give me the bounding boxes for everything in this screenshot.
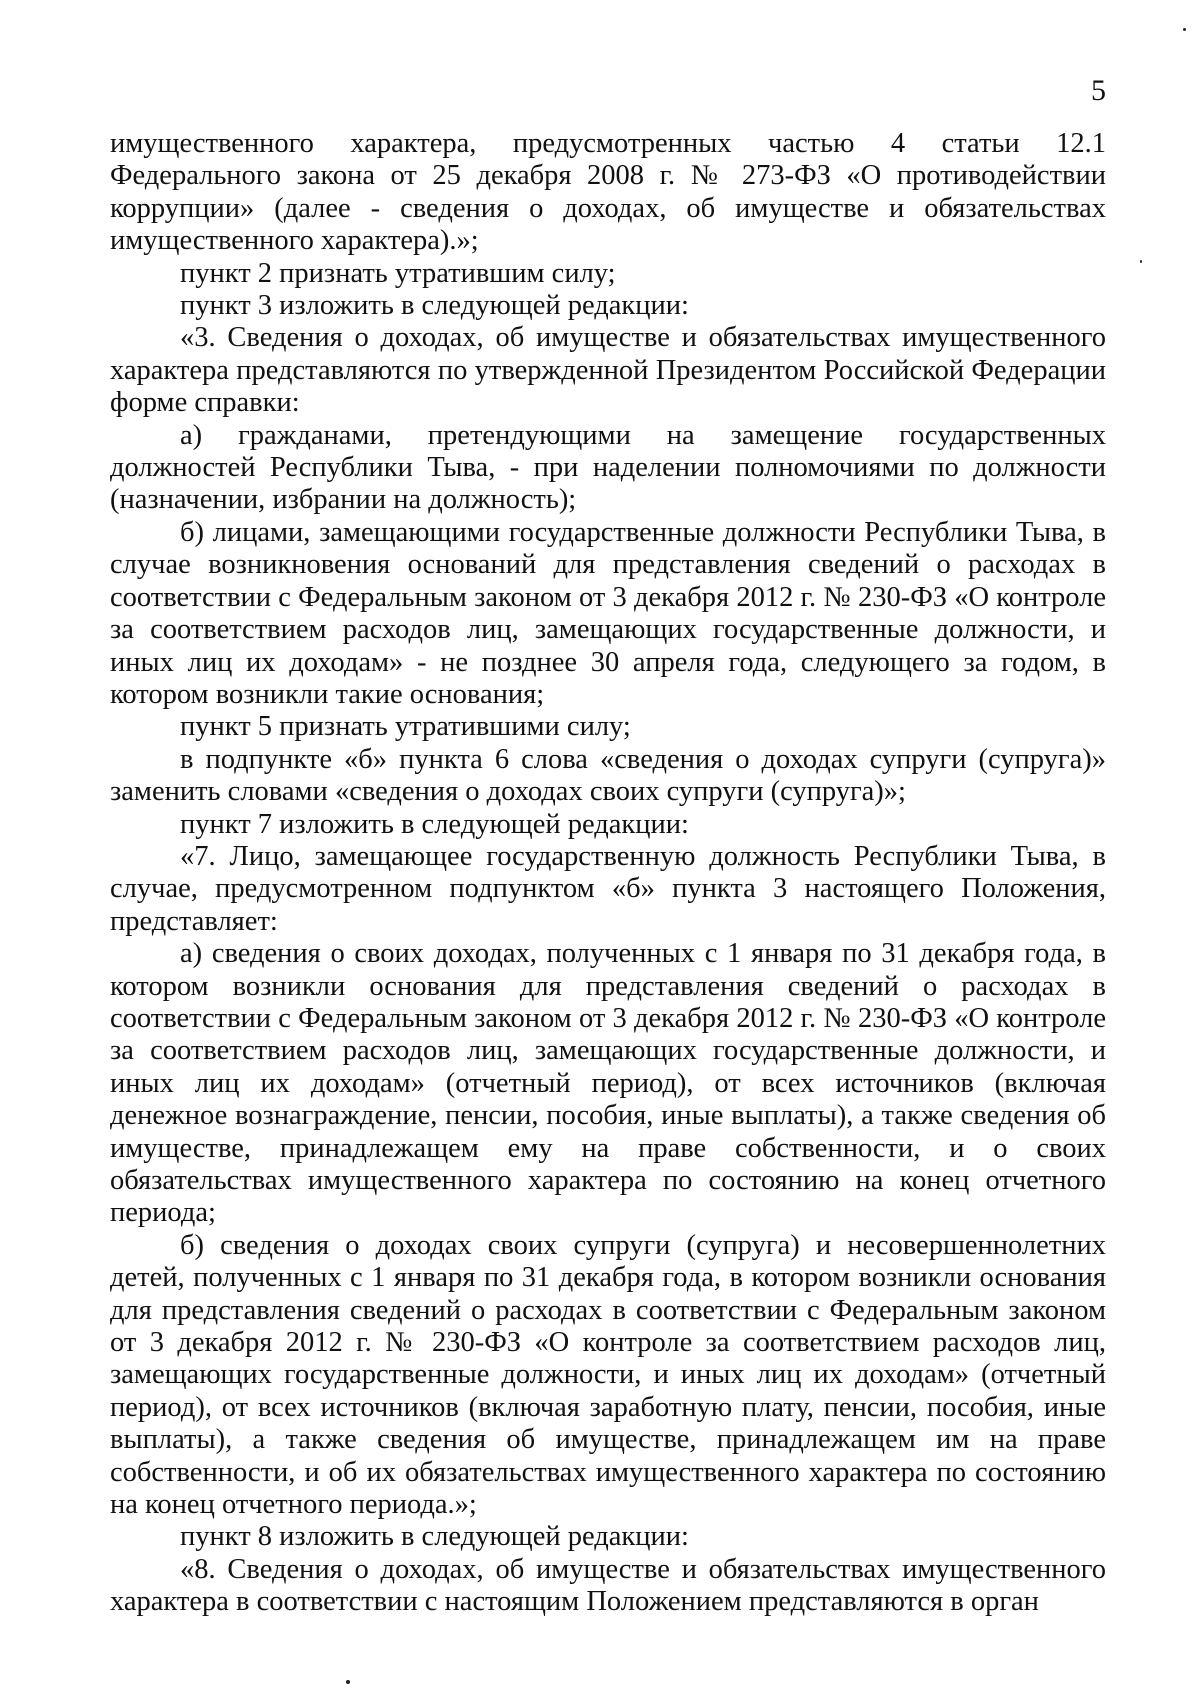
paragraph: б) лицами, замещающими государственные должности Республики Тыва, в случае возникновения оснований для представления сведений о расходах в соответствии с Федеральным законом от 3 декабря 2012 г. № 230-ФЗ «О контроле за соответствием расходов лиц, замещающих государственные должности, и иных лиц их доходам» - не позднее 30 апреля года, следующего за годом, в котором возникли такие основания; — [110, 516, 1106, 710]
paragraph: «8. Сведения о доходах, об имуществе и обязательствах имущественного характера в соответствии с настоящим Положением представляются в орган — [110, 1553, 1106, 1618]
scan-speck — [346, 1680, 350, 1684]
paragraph-continuation: имущественного характера, предусмотренных частью 4 статьи 12.1 Федерального закона от 25 декабря 2008 г. № 273-ФЗ «О противодействии коррупции» (далее - сведения о доходах, об имуществе и обязательствах имущественного характера).»; — [110, 128, 1106, 257]
scan-speck — [1183, 28, 1186, 31]
paragraph: пункт 3 изложить в следующей редакции: — [180, 290, 689, 322]
page-number: 5 — [1091, 74, 1106, 107]
document-body — [110, 128, 1106, 1619]
paragraph: а) гражданами, претендующими на замещение государственных должностей Республики Тыва, - при наделении полномочиями по должности (назначении, избрании на должность); — [110, 419, 1106, 516]
scan-speck — [1140, 260, 1142, 263]
paragraph: пункт 7 изложить в следующей редакции: — [180, 808, 689, 840]
paragraph: в подпункте «б» пункта 6 слова «сведения о доходах супруги (супруга)» заменить словами «сведения о доходах своих супруги (супруга)»; — [110, 743, 1106, 808]
paragraph: а) сведения о своих доходах, полученных с 1 января по 31 декабря года, в котором возникли основания для представления сведений о расходах в соответствии с Федеральным законом от 3 декабря 2012 г. № 230-ФЗ «О контроле за соответствием расходов лиц, замещающих государственные должности, и иных лиц их доходам» (отчетный период), от всех источников (включая денежное вознаграждение, пенсии, пособия, иные выплаты), а также сведения об имуществе, принадлежащем ему на праве собственности, и о своих обязательствах имущественного характера по состоянию на конец отчетного периода; — [110, 938, 1106, 1229]
paragraph: «7. Лицо, замещающее государственную должность Республики Тыва, в случае, предусмотренном подпунктом «б» пункта 3 настоящего Положения, представляет: — [110, 840, 1106, 937]
paragraph: «3. Сведения о доходах, об имуществе и обязательствах имущественного характера представляются по утвержденной Президентом Российской Федерации форме справки: — [110, 322, 1106, 419]
paragraph: б) сведения о доходах своих супруги (супруга) и несовершеннолетних детей, полученных с 1 января по 31 декабря года, в котором возникли основания для представления сведений о расходах в соответствии с Федеральным законом от 3 декабря 2012 г. № 230-ФЗ «О контроле за соответствием расходов лиц, замещающих государственные должности, и иных лиц их доходам» (отчетный период), от всех источников (включая заработную плату, пенсии, пособия, иные выплаты), а также сведения об имуществе, принадлежащем им на праве собственности, и об их обязательствах имущественного характера по состоянию на конец отчетного периода.»; — [110, 1229, 1106, 1521]
paragraph: пункт 5 признать утратившими силу; — [180, 711, 631, 743]
paragraph: пункт 2 признать утратившим силу; — [180, 257, 616, 289]
paragraph: пункт 8 изложить в следующей редакции: — [180, 1521, 689, 1553]
